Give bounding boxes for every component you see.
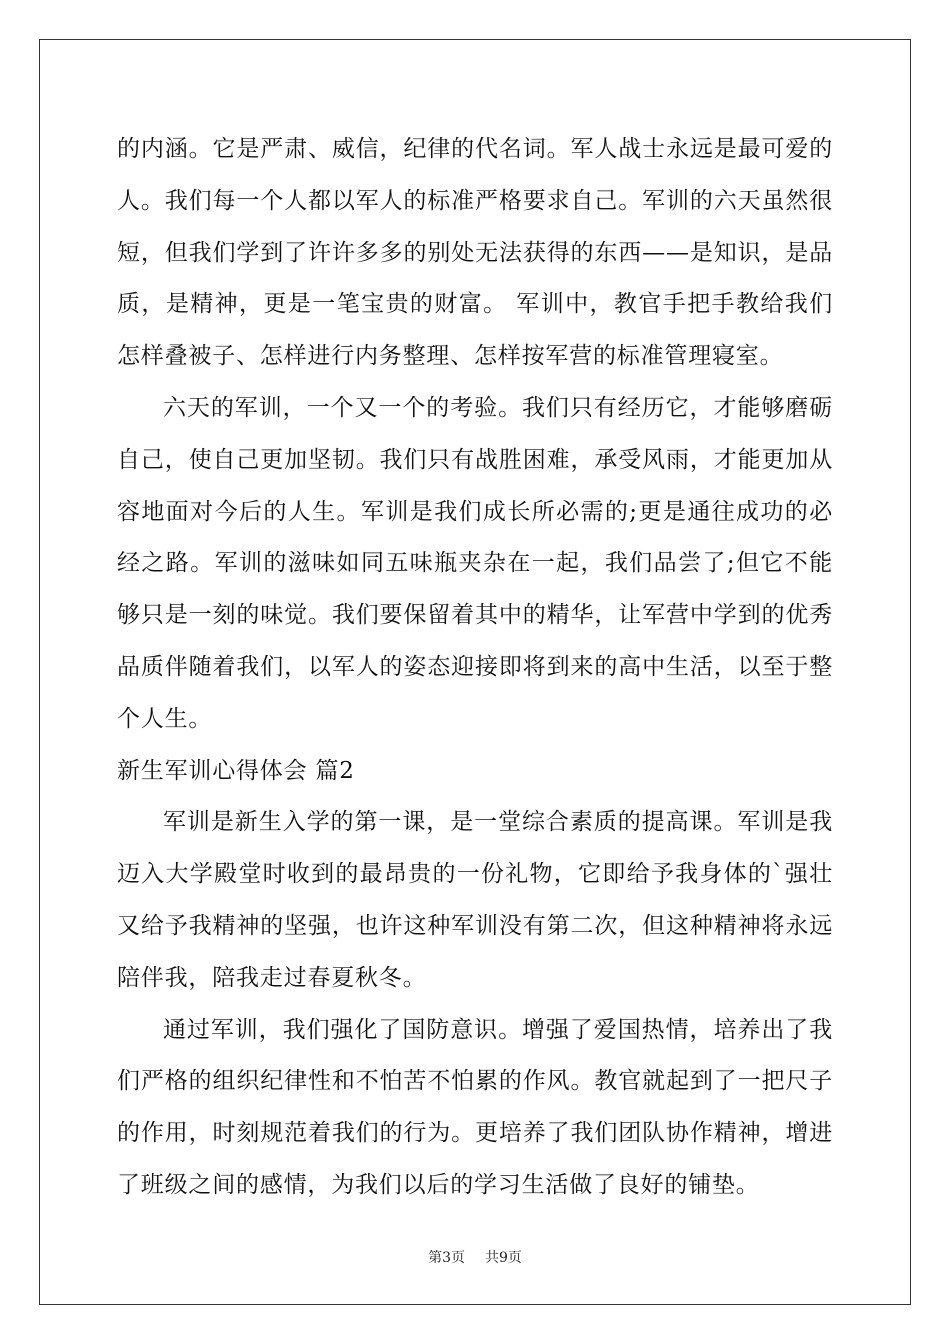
paragraph-1: 的内涵。它是严肃、威信，纪律的代名词。军人战士永远是最可爱的人。我们每一个人都以军人的标准严格要求自己。军训的六天虽然很短，但我们学到了许许多多的别处无法获得的东西——是知识，是品质，是精神，更是一笔宝贵的财富。 军训中，教官手把手教给我们怎样叠被子、怎样进行内务整理、怎样按军营的标准管理寝室。 xyxy=(117,136,833,370)
page-total: 共9页 xyxy=(485,1250,522,1266)
page-footer xyxy=(0,1247,950,1267)
page-number: 第3页 xyxy=(428,1250,465,1266)
paragraph-2: 六天的军训，一个又一个的考验。我们只有经历它，才能够磨砺自己，使自己更加坚韧。我们只有战胜困难，承受风雨，才能更加从容地面对今后的人生。军训是我们成长所必需的;更是通往成功的必经之路。军训的滋味如同五味瓶夹杂在一起，我们品尝了;但它不能够只是一刻的味觉。我们要保留着其中的精华，让军营中学到的优秀品质伴随着我们，以军人的姿态迎接即将到来的高中生活，以至于整个人生。 xyxy=(117,394,833,732)
paragraph-4: 通过军训，我们强化了国防意识。增强了爱国热情，培养出了我们严格的组织纪律性和不怕苦不怕累的作风。教官就起到了一把尺子的作用，时刻规范着我们的行为。更培养了我们团队协作精神，增进了班级之间的感情，为我们以后的学习生活做了良好的铺垫。 xyxy=(117,1016,833,1198)
document-body xyxy=(117,124,833,1212)
section-heading: 新生军训心得体会 篇2 xyxy=(117,757,355,784)
paragraph-3: 军训是新生入学的第一课，是一堂综合素质的提高课。军训是我迈入大学殿堂时收到的最昂贵的一份礼物，它即给予我身体的`强壮又给予我精神的坚强，也许这种军训没有第二次，但这种精神将永远陪伴我，陪我走过春夏秋冬。 xyxy=(117,809,833,991)
